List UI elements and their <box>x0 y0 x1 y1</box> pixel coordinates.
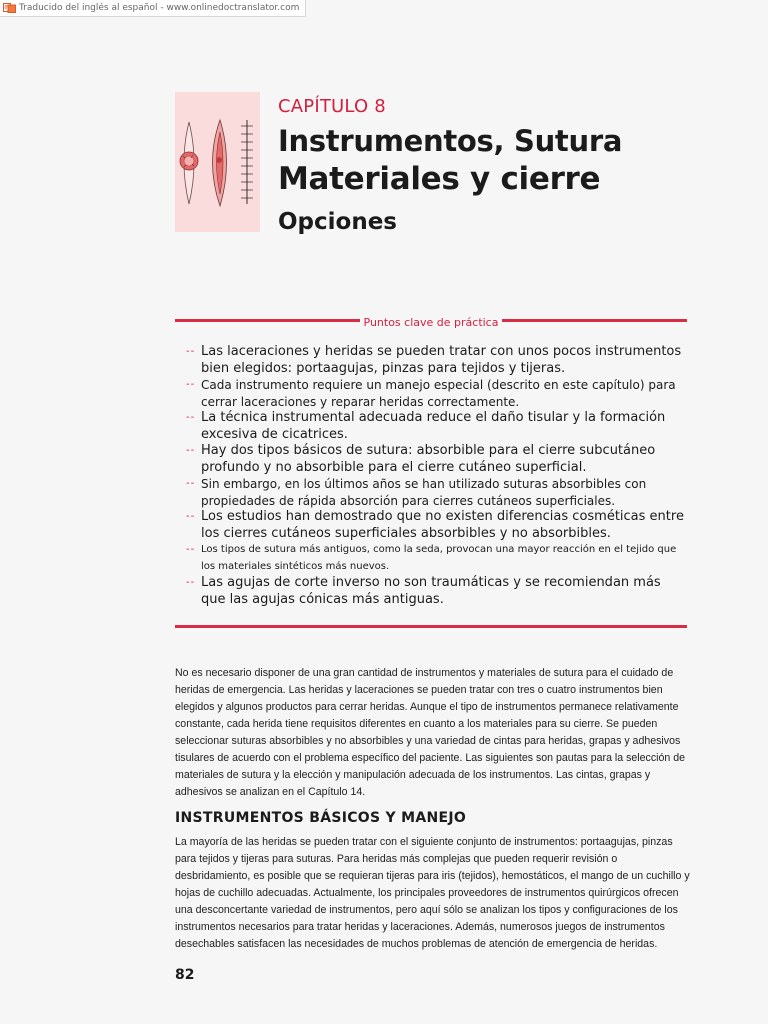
bullet-dash: -- <box>186 346 196 357</box>
key-point-text: Hay dos tipos básicos de sutura: absorbible para el cierre subcutáneo profundo y no absorbible para el cierre cutáneo superficial. <box>201 443 656 475</box>
bullet-dash: -- <box>186 511 196 522</box>
bullet-dash: -- <box>186 577 196 588</box>
key-point-item <box>186 509 686 542</box>
key-point-item <box>186 377 686 410</box>
key-point-item <box>186 575 686 608</box>
key-points-bottom-rule <box>175 625 687 628</box>
chapter-title-line-2: Materiales y cierre <box>278 161 601 197</box>
bullet-dash: -- <box>186 379 196 390</box>
key-point-item <box>186 443 686 476</box>
key-point-item <box>186 344 686 377</box>
key-points-list <box>186 344 686 608</box>
chapter-title-line-1: Instrumentos, Sutura <box>278 124 623 158</box>
bullet-dash: -- <box>186 478 196 489</box>
bullet-dash: -- <box>186 445 196 456</box>
key-point-text: Sin embargo, en los últimos años se han utilizado suturas absorbibles con propiedades de rápida absorción para cierres cutáneos superficiales. <box>201 477 647 508</box>
key-points-heading <box>175 316 687 329</box>
chapter-title-line-3: Opciones <box>278 209 397 235</box>
key-point-text: Las agujas de corte inverso no son traumáticas y se recomiendan más que las agujas cónicas más antiguas. <box>201 575 661 607</box>
translator-banner-text: Traducido del inglés al español - www.onlinedoctranslator.com <box>19 3 300 13</box>
key-point-text: Los estudios han demostrado que no existen diferencias cosméticas entre los cierres cutáneos superficiales absorbibles y no absorbibles. <box>201 509 684 541</box>
section-paragraph: La mayoría de las heridas se pueden tratar con el siguiente conjunto de instrumentos: portaagujas, pinzas para tejidos y tijeras para suturas. Para heridas más complejas que pueden requerir revisión o desbridamiento, es posible que se requieran tijeras para iris (tejidos), hemostáticos, el mango de un cuchillo y hojas de cuchillo adecuadas. Actualmente, los principales proveedores de instrumentos quirúrgicos ofrecen una desconcertante variedad de instrumentos, pero aquí sólo se analizan los tipos y configuraciones de los instrumentos necesarios para tratar heridas y laceraciones. Además, numerosos juegos de instrumentos desechables satisfacen las necesidades de muchos problemas de atención de emergencia de heridas. <box>175 836 690 950</box>
translator-banner-link[interactable] <box>0 0 306 17</box>
key-point-text: Las laceraciones y heridas se pueden tratar con unos pocos instrumentos bien elegidos: portaagujas, pinzas para tejidos y tijeras. <box>201 344 682 376</box>
bullet-dash: -- <box>186 412 196 423</box>
key-point-item <box>186 410 686 443</box>
suture-wound-illustration <box>175 92 260 232</box>
page-number: 82 <box>175 967 195 983</box>
key-point-text: Cada instrumento requiere un manejo especial (descrito en este capítulo) para cerrar laceraciones y reparar heridas correctamente. <box>201 378 676 409</box>
key-point-text: La técnica instrumental adecuada reduce el daño tisular y la formación excesiva de cicatrices. <box>201 410 666 442</box>
key-point-text: Los tipos de sutura más antiguos, como la seda, provocan una mayor reacción en el tejido que los materiales sintéticos más nuevos. <box>201 544 677 572</box>
document-translate-icon <box>3 3 16 13</box>
intro-paragraph: No es necesario disponer de una gran cantidad de instrumentos y materiales de sutura para el cuidado de heridas de emergencia. Las heridas y laceraciones se pueden tratar con tres o cuatro instrumentos bien elegidos y algunos productos para cerrar heridas. Aunque el tipo de instrumentos permanece relativamente constante, cada herida tiene requisitos diferentes en cuanto a los materiales para su cierre. Se pueden seleccionar suturas absorbibles y no absorbibles y una variedad de cintas para heridas, grapas y adhesivos tisulares de acuerdo con el problema específico del paciente. Las siguientes son pautas para la selección de materiales de sutura y la elección y manipulación adecuada de los instrumentos. Las cintas, grapas y adhesivos se analizan en el Capítulo 14. <box>175 667 685 798</box>
key-point-item <box>186 476 686 509</box>
key-points-heading-text: Puntos clave de práctica <box>360 316 503 329</box>
key-point-item <box>186 542 686 575</box>
chapter-label: CAPÍTULO 8 <box>278 96 386 117</box>
section-heading: INSTRUMENTOS BÁSICOS Y MANEJO <box>175 810 467 826</box>
bullet-dash: -- <box>186 544 196 555</box>
